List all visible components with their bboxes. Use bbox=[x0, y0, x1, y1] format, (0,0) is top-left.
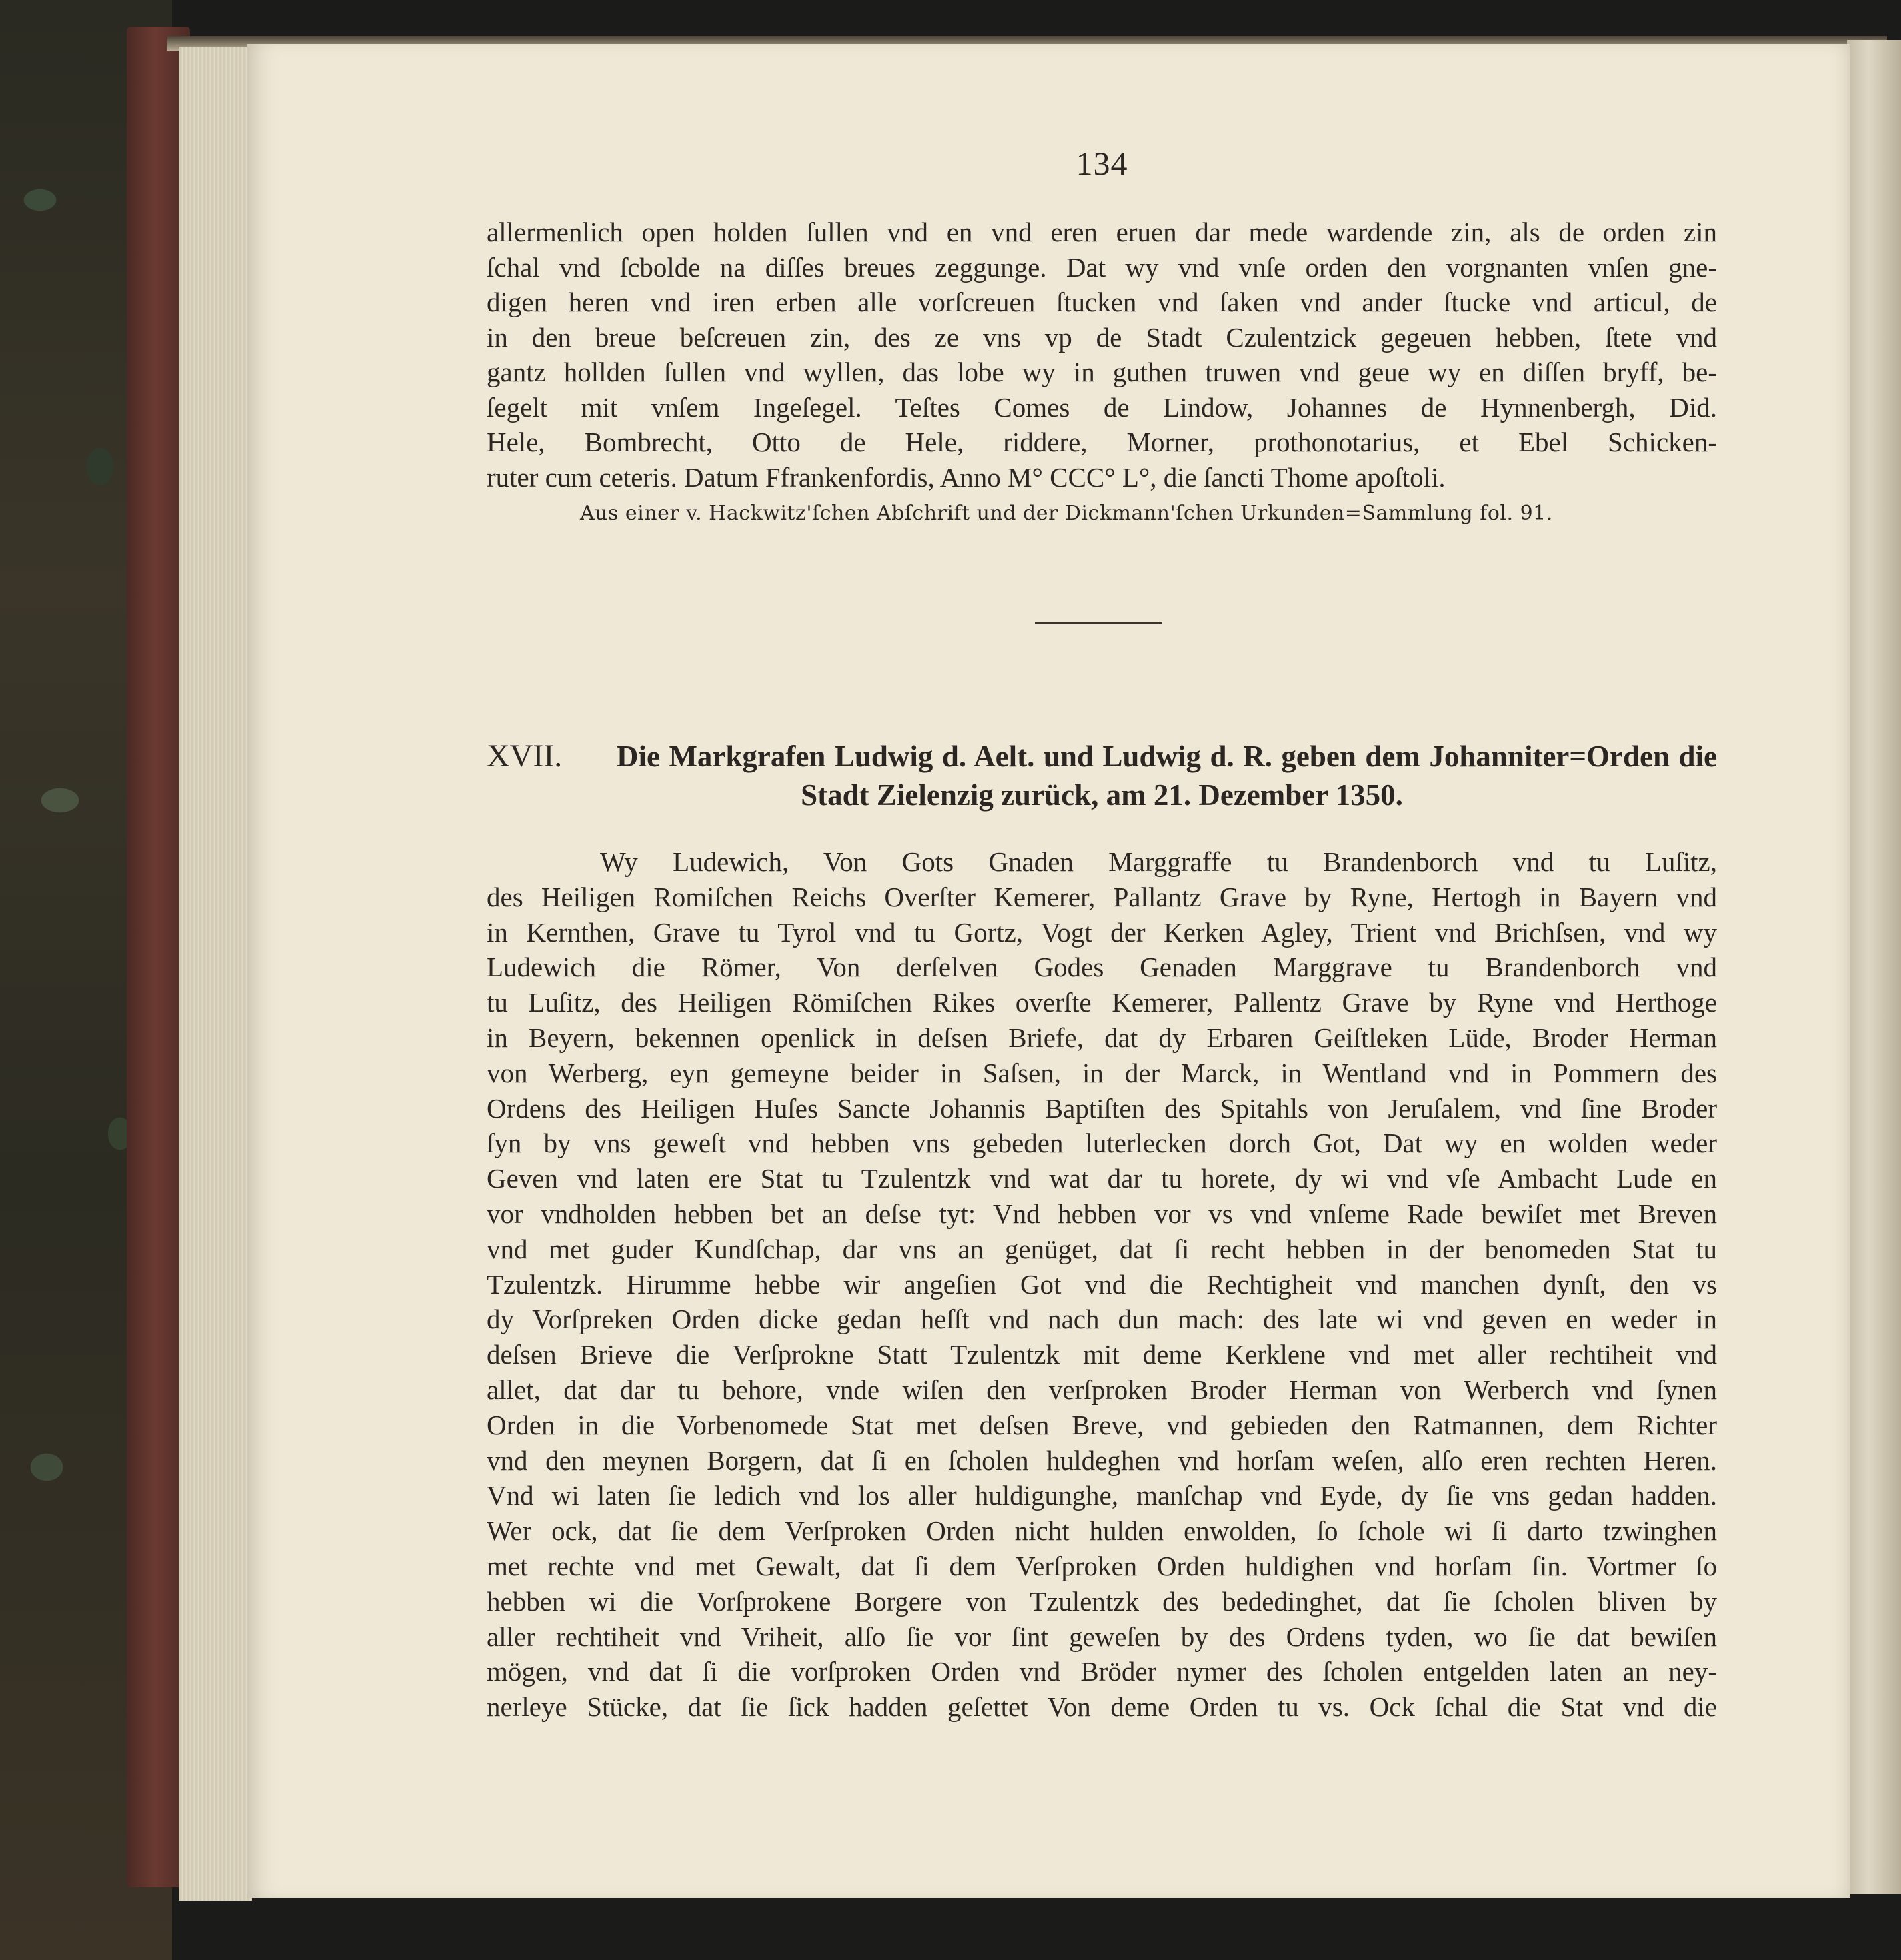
text-line: Hele, Bombrecht, Otto de Hele, riddere, Morner, prothonotarius, et Ebel Schicken- bbox=[487, 427, 1717, 457]
text-line: met rechte vnd met Gewalt, dat ſi dem Verſproken Orden huldighen vnd horſam ſin. Vortmer ſo bbox=[487, 1551, 1717, 1581]
text-line: Vnd wi laten ſie ledich vnd los aller huldigunghe, manſchap vnd Eyde, dy ſie vns gedan hadden. bbox=[487, 1480, 1717, 1511]
text-line: allet, dat dar tu behore, vnde wiſen den verſproken Broder Herman von Werberch vnd ſynen bbox=[487, 1374, 1717, 1405]
text-line: Orden in die Vorbenomede Stat met deſsen Breve, vnd gebieden den Ratmannen, dem Richter bbox=[487, 1409, 1717, 1440]
text-line: deſsen Brieve die Verſprokne Statt Tzulentzk mit deme Kerklene vnd met aller rechtiheit vnd bbox=[487, 1339, 1717, 1370]
text-line: ſchal vnd ſcbolde na diſſes breues zeggunge. Dat wy vnd vnſe orden den vorgnanten vnſen gne- bbox=[487, 251, 1717, 283]
book-page bbox=[247, 44, 1850, 1898]
text-line: gantz hollden ſullen vnd wyllen, das lobe wy in guthen truwen vnd geue wy en diſſen bryff, be- bbox=[487, 357, 1717, 387]
text-line: aller rechtiheit vnd Vriheit, alſo ſie vor ſint geweſen by des Ordens tyden, wo ſie dat bewiſen bbox=[487, 1621, 1717, 1652]
text-line: digen heren vnd iren erben alle vorſcreuen ſtucken vnd ſaken vnd ander ſtucke vnd articul, de bbox=[487, 287, 1717, 317]
text-line: hebben wi die Vorſprokene Borgere von Tzulentzk des bededinghet, dat ſie ſcholen bliven by bbox=[487, 1585, 1717, 1617]
text-line: in den breue beſcreuen zin, des ze vns vp de Stadt Czulentzick gegeuen hebben, ſtete vnd bbox=[487, 321, 1717, 353]
text-line: vnd den meynen Borgern, dat ſi en ſcholen huldeghen vnd horſam weſen, alſo eren rechten Heren. bbox=[487, 1444, 1717, 1476]
source-note: Aus einer v. Hackwitz'ſchen Abſchrift und der Dickmann'ſchen Urkunden=Sammlung fol. 91. bbox=[580, 502, 1553, 525]
text-line: Geven vnd laten ere Stat tu Tzulentzk vnd wat dar tu horete, dy wi vnd vſe Ambacht Lude en bbox=[487, 1163, 1717, 1194]
text-line: vnd met guder Kundſchap, dar vns an genüget, dat ſi recht hebben in der benomeden Stat tu bbox=[487, 1233, 1717, 1264]
text-line: ſegelt mit vnſem Ingeſegel. Teſtes Comes de Lindow, Johannes de Hynnenbergh, Did. bbox=[487, 391, 1717, 423]
text-line: Wer ock, dat ſie dem Verſproken Orden nicht hulden enwolden, ſo ſchole wi ſi darto tzwinghen bbox=[487, 1515, 1717, 1547]
text-line: nerleye Stücke, dat ſie ſick hadden geſettet Von deme Orden tu vs. Ock ſchal die Stat vnd die bbox=[487, 1691, 1717, 1723]
text-line: des Heiligen Romiſchen Reichs Overſter Kemerer, Pallantz Grave by Ryne, Hertogh in Bayern vnd bbox=[487, 881, 1717, 912]
text-line: in Kernthen, Grave tu Tyrol vnd tu Gortz, Vogt der Kerken Agley, Trient vnd Brichſsen, vnd wy bbox=[487, 916, 1717, 948]
section-divider bbox=[1035, 622, 1162, 624]
text-line: ruter cum ceteris. Datum Ffrankenfordis, Anno M° CCC° L°, die ſancti Thome apoſtoli. bbox=[487, 461, 1446, 493]
text-line: Tzulentzk. Hirumme hebbe wir angeſien Got vnd die Rechtigheit vnd manchen dynſt, den vs bbox=[487, 1268, 1717, 1300]
page-block-edges bbox=[179, 47, 252, 1901]
text-line: Ludewich die Römer, Von derſelven Godes Genaden Marggrave tu Brandenborch vnd bbox=[487, 952, 1717, 983]
text-line: mögen, vnd dat ſi die vorſproken Orden vnd Bröder nymer des ſcholen entgelden laten an ney- bbox=[487, 1656, 1717, 1687]
facing-page-edge bbox=[1847, 40, 1901, 1894]
text-line: tu Luſitz, des Heiligen Römiſchen Rikes overſte Kemerer, Pallentz Grave by Ryne vnd Herthoge bbox=[487, 987, 1717, 1018]
section-heading-line-1: Die Markgrafen Ludwig d. Aelt. und Ludwig d. R. geben dem Johanniter=Orden die bbox=[617, 740, 1717, 773]
text-line: dy Vorſpreken Orden dicke gedan heſſt vnd nach dun mach: des late wi vnd geven en weder in bbox=[487, 1304, 1717, 1335]
section-number: XVII. bbox=[487, 738, 563, 774]
text-line: ſyn by vns geweſt vnd hebben vns gebeden luterlecken dorch Got, Dat wy en wolden weder bbox=[487, 1128, 1717, 1159]
text-line: von Werberg, eyn gemeyne beider in Saſsen, in der Marck, in Wentland vnd in Pommern des bbox=[487, 1057, 1717, 1088]
text-line: allermenlich open holden ſullen vnd en vnd eren eruen dar mede wardende zin, als de orden zin bbox=[487, 217, 1717, 247]
page-number: 134 bbox=[1076, 145, 1128, 182]
text-line: vor vndholden hebben bet an deſse tyt: Vnd hebben vor vs vnd vnſeme Rade bewiſet met Breven bbox=[487, 1198, 1717, 1229]
text-line: Wy Ludewich, Von Gots Gnaden Marggraffe tu Brandenborch vnd tu Luſitz, bbox=[600, 846, 1717, 877]
text-line: in Beyern, bekennen openlick in deſsen Briefe, dat dy Erbaren Geiſtleken Lüde, Broder Herman bbox=[487, 1022, 1717, 1053]
text-line: Ordens des Heiligen Huſes Sancte Johannis Baptiſten des Spitahls von Jeruſalem, vnd ſine Broder bbox=[487, 1092, 1717, 1124]
section-heading-line-2: Stadt Zielenzig zurück, am 21. Dezember 1350. bbox=[801, 778, 1403, 812]
